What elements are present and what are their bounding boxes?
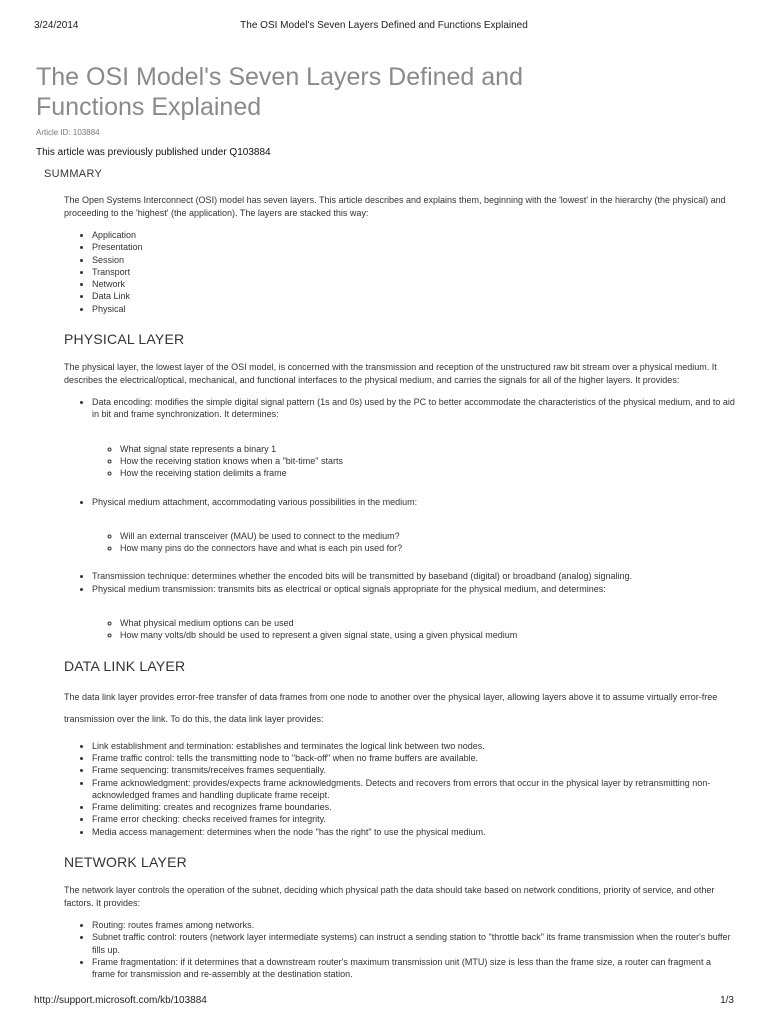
list-item: • Link establishment and termination: establishes and terminates the logical link between two nodes. <box>92 740 736 752</box>
physical-layer-intro: The physical layer, the lowest layer of the OSI model, is concerned with the transmission and reception of the unstructured raw bit stream over a physical medium. It describes the electrical/optical, mechanical, and functional interfaces to the physical medium, and carries the signals for all of the higher layers. It provides: <box>64 362 717 385</box>
list-item: • Session <box>92 254 736 266</box>
network-layer-list <box>92 919 736 980</box>
layer-list <box>92 229 736 315</box>
list-item: • Physical <box>92 303 736 315</box>
previously-published-note: This article was previously published under Q103884 <box>36 147 271 158</box>
list-item: • Transport <box>92 266 736 278</box>
data-link-layer-intro: The data link layer provides error-free transfer of data frames from one node to another over the physical layer, allowing layers above it to assume virtually error-free transmission over the link. To do this, the data link layer provides: <box>64 691 718 724</box>
sub-list <box>120 443 736 480</box>
print-date: 3/24/2014 <box>34 20 79 31</box>
list-item: • Frame fragmentation: if it determines that a downstream router's maximum transmission unit (MTU) size is less than the frame size, a router can fragment a frame for transmission and re-assembly at the destination station. <box>92 956 736 981</box>
sub-list <box>120 617 736 642</box>
list-item <box>92 396 736 479</box>
print-header <box>34 20 734 34</box>
list-item: • Network <box>92 278 736 290</box>
sub-list-item: ◦ What signal state represents a binary 1 <box>120 443 736 455</box>
list-item: • Media access management: determines when the node "has the right" to use the physical medium. <box>92 826 736 838</box>
list-item: • Frame delimiting: creates and recognizes frame boundaries. <box>92 801 736 813</box>
list-item: • Application <box>92 229 736 241</box>
list-item: • Frame acknowledgment: provides/expects frame acknowledgments. Detects and recovers from errors that occur in the physical layer by retransmitting non-acknowledged frames and handling duplicate frame receipt. <box>92 777 736 802</box>
list-item: • Subnet traffic control: routers (network layer intermediate systems) can instruct a sending station to "throttle back" its frame transmission when the router's buffer fills up. <box>92 931 736 956</box>
page-url: http://support.microsoft.com/kb/103884 <box>34 995 207 1006</box>
page-number: 1/3 <box>720 995 734 1006</box>
list-item <box>92 583 736 642</box>
sub-list-item: ◦ Will an external transceiver (MAU) be used to connect to the medium? <box>120 530 736 542</box>
sub-list-item: ◦ How many pins do the connectors have and what is each pin used for? <box>120 542 736 554</box>
print-footer <box>34 995 734 1009</box>
list-item: • Frame traffic control: tells the transmitting node to "back-off" when no frame buffers are available. <box>92 752 736 764</box>
summary-section <box>64 194 736 981</box>
list-item: • Frame sequencing: transmits/receives frames sequentially. <box>92 764 736 776</box>
list-item <box>92 496 736 555</box>
list-item: • Routing: routes frames among networks. <box>92 919 736 931</box>
print-title: The OSI Model's Seven Layers Defined and Functions Explained <box>240 20 528 31</box>
data-link-layer-heading: DATA LINK LAYER <box>64 657 186 674</box>
article-content <box>36 62 736 984</box>
summary-heading: SUMMARY <box>44 168 103 180</box>
article-id: Article ID: 103884 <box>36 128 100 137</box>
sub-list-item: ◦ How the receiving station knows when a "bit-time" starts <box>120 455 736 467</box>
sub-list-item: ◦ How the receiving station delimits a frame <box>120 467 736 479</box>
sub-list <box>120 530 736 555</box>
physical-layer-list <box>92 396 736 642</box>
data-link-layer-list <box>92 740 736 838</box>
list-item: • Transmission technique: determines whether the encoded bits will be transmitted by baseband (digital) or broadband (analog) signaling. <box>92 570 736 582</box>
article-title: The OSI Model's Seven Layers Defined and Functions Explained <box>36 63 523 121</box>
list-item-text: Physical medium attachment, accommodating various possibilities in the medium: <box>92 496 418 507</box>
network-layer-heading: NETWORK LAYER <box>64 854 187 871</box>
list-item: • Data Link <box>92 290 736 302</box>
list-item: • Presentation <box>92 241 736 253</box>
sub-list-item: ◦ What physical medium options can be used <box>120 617 736 629</box>
list-item-text: Physical medium transmission: transmits bits as electrical or optical signals appropriate for the physical medium, and determines: <box>92 583 606 594</box>
sub-list-item: ◦ How many volts/db should be used to represent a given signal state, using a given physical medium <box>120 629 736 641</box>
summary-text: The Open Systems Interconnect (OSI) model has seven layers. This article describes and explains them, beginning with the 'lowest' in the hierarchy (the physical) and proceeding to the 'highest' (the application). The layers are stacked this way: <box>64 195 726 218</box>
list-item-text: Data encoding: modifies the simple digital signal pattern (1s and 0s) used by the PC to better accommodate the characteristics of the physical medium, and to aid in bit and frame synchronization. It determines: <box>92 397 735 420</box>
network-layer-intro: The network layer controls the operation of the subnet, deciding which physical path the data should take based on network conditions, priority of service, and other factors. It provides: <box>64 885 715 908</box>
list-item: • Frame error checking: checks received frames for integrity. <box>92 813 736 825</box>
physical-layer-heading: PHYSICAL LAYER <box>64 331 185 348</box>
